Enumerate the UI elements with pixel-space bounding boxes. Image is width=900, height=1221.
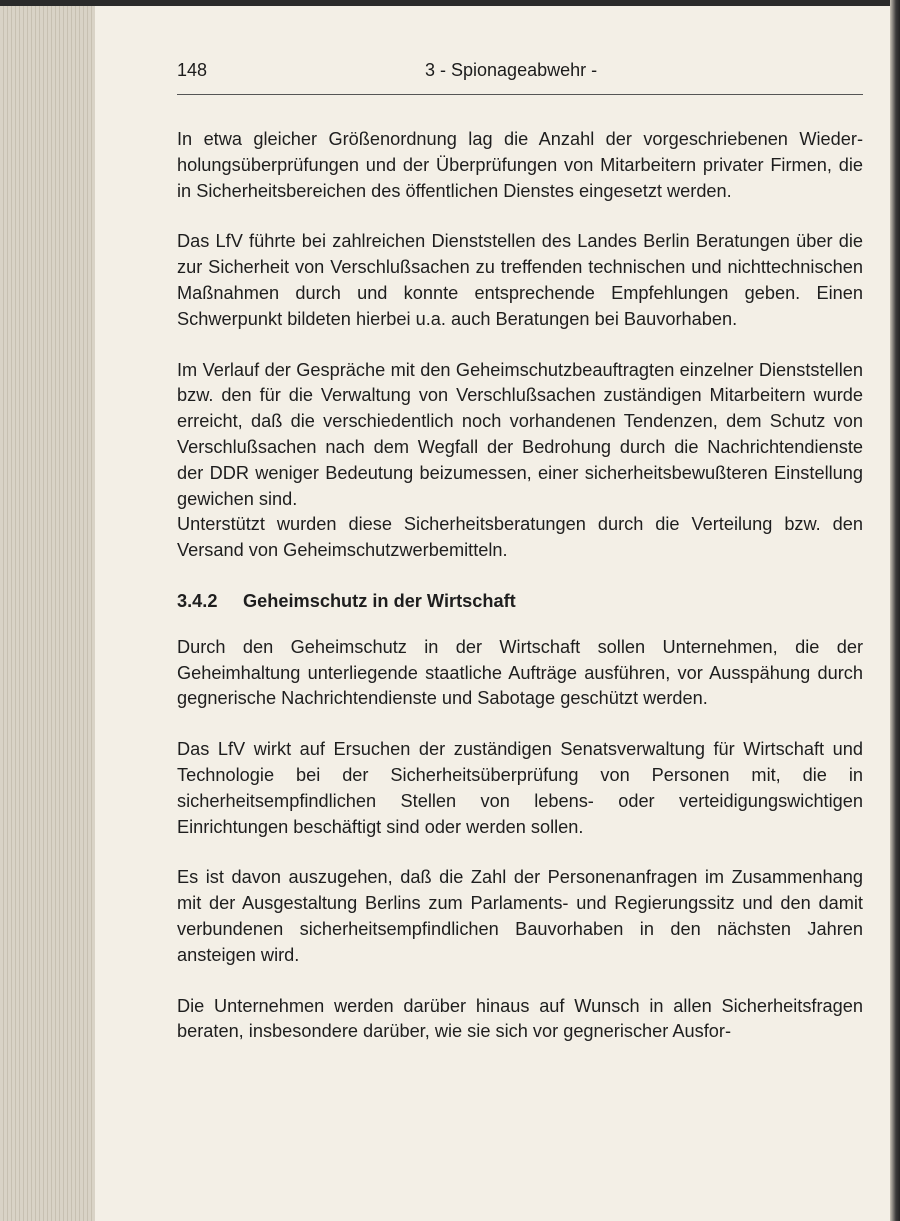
page-header [177,60,863,86]
paragraph-industrial-security-purpose: Durch den Geheimschutz in der Wirtschaft sollen Unternehmen, die der Geheimhaltung unterliegende staatliche Aufträge ausführen, vor Ausspähung durch gegnerische Nachrichtendienste und Sabotage geschützt werden. [177,636,863,709]
page-number: 148 [177,60,208,80]
paragraph-lfv-consultations: Das LfV führte bei zahlreichen Dienststellen des Landes Berlin Beratungen über die zur Sicherheit von Verschlußsachen zu treffenden technischen und nichttechnischen Maßnahmen durch und konnte entsprechende Empfehlungen geben. Einen Schwerpunkt bildeten hierbei u.a. auch Beratungen bei Bauvorhaben. [177,231,863,329]
section-heading [177,589,863,615]
paragraph-reverification-count: In etwa gleicher Größenordnung lag die Anzahl der vorgeschriebenen Wiederholungsüberprüfungen und der Überprüfungen von Mitarbeitern privater Firmen, die in Sicherheitsbereichen des öffentlichen Dienstes eingesetzt werden. [177,129,863,201]
paragraph-lfv-vetting: Das LfV wirkt auf Ersuchen der zuständigen Senatsverwaltung für Wirtschaft und Technologie bei der Sicherheitsüberprüfung von Personen mit, die in sicherheitsempfindlichen Stellen von lebens- oder verteidigungswichtigen Einrichtungen beschäftigt sind oder werden sollen. [177,739,863,837]
paragraph-security-officers: Im Verlauf der Gespräche mit den Geheimschutzbeauftragten einzelner Dienststellen bzw. den für die Verwaltung von Verschlußsachen zuständigen Mitarbeitern wurde erreicht, daß die verschiedentlich noch vorhandenen Tendenzen, dem Schutz von Verschlußsachen nach dem Wegfall der Bedrohung durch die Nachrichtendienste der DDR weniger Bedeutung beizumessen, einer sicherheitsbewußteren Einstellung gewichen sind. [177,359,863,509]
scan-right-edge [890,0,900,1221]
paragraph-inquiries-increase: Es ist davon auszugehen, daß die Zahl der Personenanfragen im Zusammenhang mit der Ausgestaltung Berlins zum Parlaments- und Regierungssitz und den damit verbundenen sicherheitsempfindlichen Bauvorhaben in den nächsten Jahren ansteigen wird. [177,867,863,965]
running-head: 3 - Spionageabwehr - [425,60,598,80]
book-page-stack [0,6,95,1221]
header-rule [177,94,863,95]
paragraph-promotional-material: Unterstützt wurden diese Sicherheitsberatungen durch die Verteilung bzw. den Versand von Geheimschutzwerbemitteln. [177,514,863,561]
paragraph-company-advice: Die Unternehmen werden darüber hinaus auf Wunsch in allen Sicherheitsfragen beraten, insbesondere darüber, wie sie sich vor gegnerischer Ausfor- [177,995,863,1042]
body-text [177,127,863,1070]
section-number: 3.4.2 [177,590,218,611]
section-title: Geheimschutz in der Wirtschaft [243,590,516,611]
